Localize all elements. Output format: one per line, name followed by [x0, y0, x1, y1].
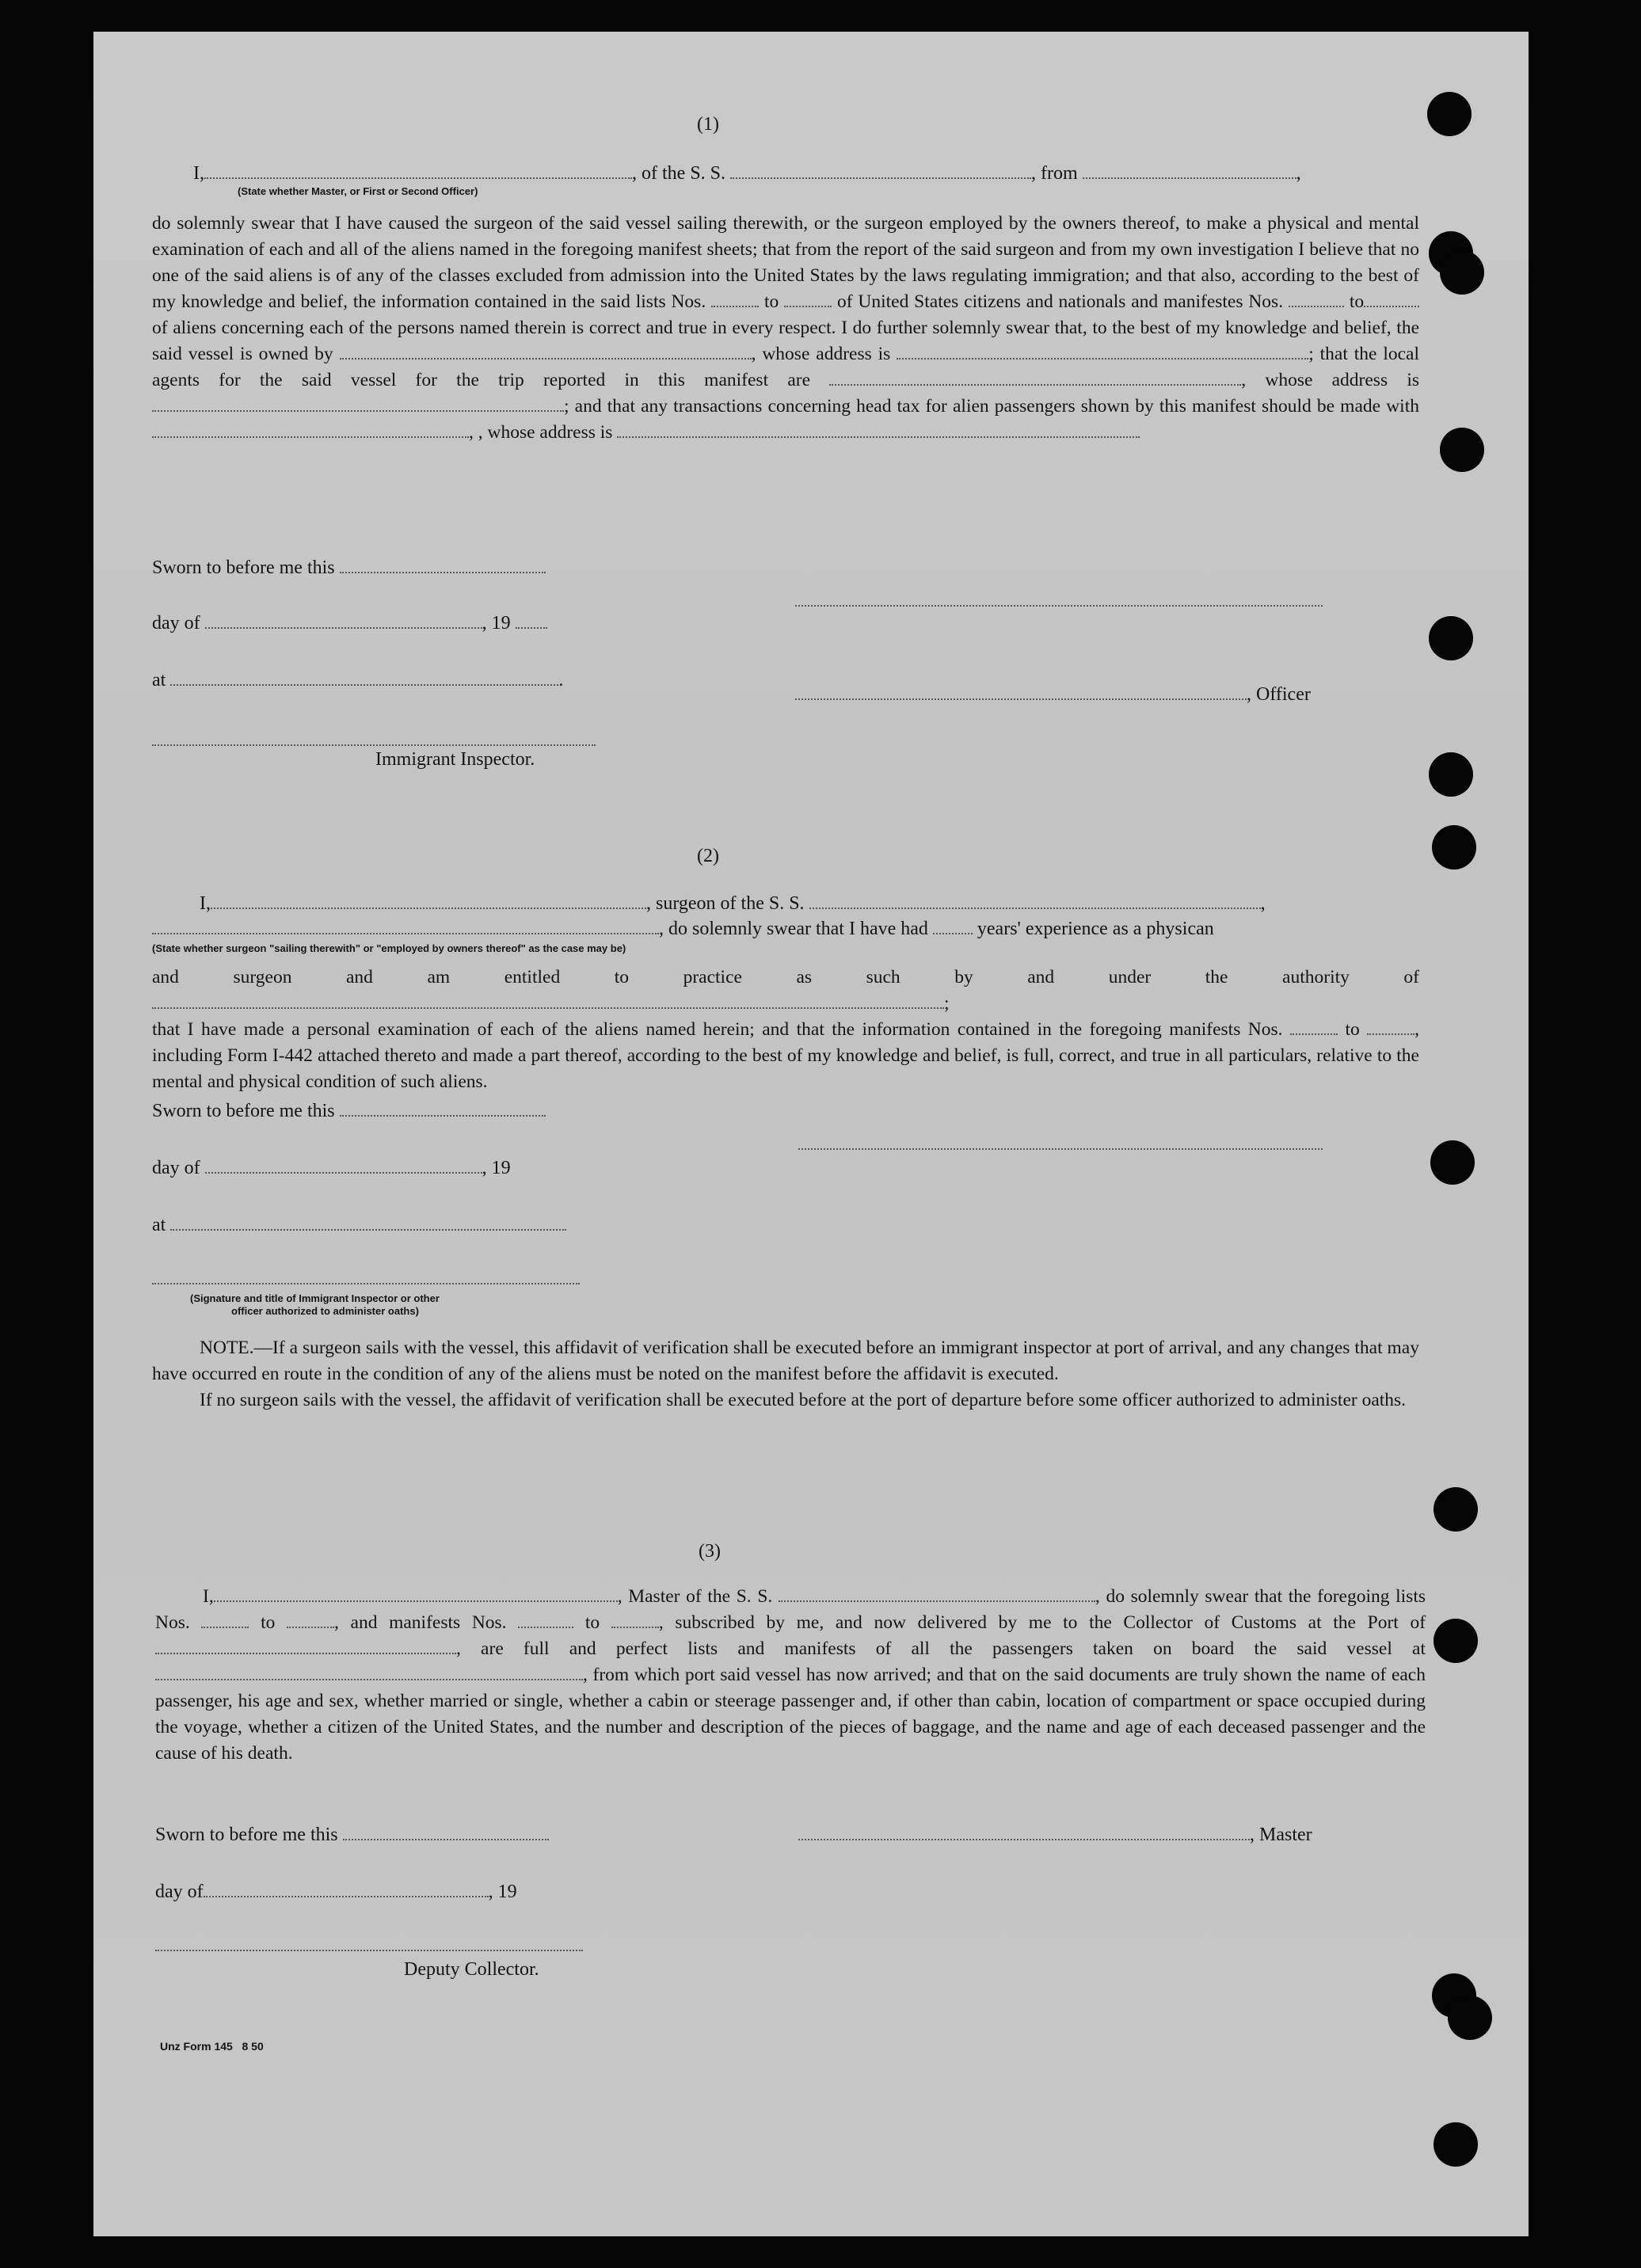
section-2-number: (2) — [697, 846, 719, 866]
section-3-day-label: day of , 19 — [155, 1882, 517, 1902]
punch-hole — [1432, 825, 1476, 870]
section-1-inspector-label: Immigrant Inspector. — [375, 749, 535, 770]
form-number: Unz Form 145 8 50 — [160, 2040, 264, 2053]
punch-hole — [1429, 616, 1473, 660]
section-1-day-label: day of , 19 — [152, 613, 547, 634]
form-page — [93, 32, 1529, 2236]
section-1-instruction: (State whether Master, or First or Second Officer) — [238, 185, 478, 197]
section-3-number: (3) — [699, 1541, 721, 1562]
punch-hole — [1433, 1487, 1478, 1532]
section-3-sworn-label: Sworn to before me this — [155, 1825, 549, 1846]
section-2-sworn-label: Sworn to before me this — [152, 1101, 546, 1122]
signature-line — [795, 605, 1323, 607]
punch-hole — [1430, 1140, 1475, 1185]
inspector-signature-line — [152, 1283, 580, 1284]
section-2-instruction: (State whether surgeon "sailing therewith" or "employed by owners thereof" as the case may be) — [152, 942, 626, 954]
section-3-collector-label: Deputy Collector. — [404, 1959, 539, 1980]
punch-hole — [1429, 752, 1473, 797]
section-2-experience-line: , do solemnly swear that I have had years' experience as a physican — [152, 919, 1214, 940]
section-1-paragraph: do solemnly swear that I have caused the surgeon of the said vessel sailing therewith, or the surgeon employed by the owners thereof, to make a physical and mental examination of each and all of the aliens named in the foregoing manifest sheets; that from the report of the said surgeon and from my own investigation I believe that no one of the said aliens is of any of the classes excluded from admission into the United States by the laws regulating immigration; and that also, according to the best of my knowledge and belief, the information contained in the said lists Nos. to of United States citizens and nationals and manifestes Nos. to of aliens concerning each of the persons named therein is correct and true in every respect. I do further solemnly swear that, to the best of my knowledge and belief, the said vessel is owned by , whose address is ; that the local agents for the said vessel for the trip reported in this manifest are , whose address is ; and that any transactions concerning head tax for alien passengers shown by this manifest should be made with , , whose address is — [152, 213, 1419, 443]
section-3-master-line: , Master — [798, 1825, 1312, 1846]
section-2-oath-line: I, , surgeon of the S. S. , — [200, 893, 1266, 914]
punch-hole — [1440, 250, 1484, 295]
punch-hole — [1448, 1996, 1492, 2040]
collector-signature-line — [155, 1950, 583, 1951]
punch-hole — [1433, 2122, 1478, 2167]
section-2-at-label: at — [152, 1215, 566, 1236]
section-1-at-label: at . — [152, 670, 564, 691]
section-1-sworn-label: Sworn to before me this — [152, 557, 546, 579]
section-2-signature-note: (Signature and title of Immigrant Inspector or other officer authorized to administer oaths) — [190, 1292, 440, 1317]
section-2-paragraph: and surgeon and am entitled to practice as such by and under the authority of ; that I have made a personal examination of each of the aliens named herein; and that the information contained in the foregoing manifests Nos. to , including Form I-442 attached thereto and made a part thereof, according to the best of my knowledge and belief, is full, correct, and true in all particulars, relative to the mental and physical condition of such aliens. — [152, 967, 1420, 1092]
punch-hole — [1433, 1619, 1478, 1663]
punch-hole — [1427, 92, 1472, 136]
punch-hole — [1440, 428, 1484, 472]
section-2-note: NOTE.—If a surgeon sails with the vessel, this affidavit of verification shall be executed before an immigrant inspector at port of arrival, and any changes that may have occurred en route in the condition of any of the aliens must be noted on the manifest before the affidavit is executed. If no surgeon sails with the vessel, the affidavit of verification shall be executed before at the port of departure before some officer authorized to administer oaths. — [152, 1338, 1419, 1410]
surgeon-signature-line — [798, 1148, 1323, 1150]
section-1-officer-line: , Officer — [795, 684, 1311, 706]
section-2-day-label: day of , 19 — [152, 1158, 511, 1178]
section-1-number: (1) — [697, 114, 719, 135]
inspector-signature-line — [152, 744, 596, 746]
section-1-oath-line: I, , of the S. S. , from , — [193, 163, 1301, 184]
section-3-paragraph: I, , Master of the S. S. , do solemnly swear that the foregoing lists Nos. to , and manifests Nos. to , subscribed by me, and now delivered by me to the Collector of Customs at the Port of , are full and perfect lists and manifests of all the passengers taken on board the said vessel at , from which port said vessel has now arrived; and that on the said documents are truly shown the name of each passenger, his age and sex, whether married or single, whether a cabin or steerage passenger and, if other than cabin, location of compartment or space occupied during the voyage, whether a citizen of the United States, and the number and description of the pieces of baggage, and the name and age of each deceased passenger and the cause of his death. — [155, 1586, 1426, 1764]
